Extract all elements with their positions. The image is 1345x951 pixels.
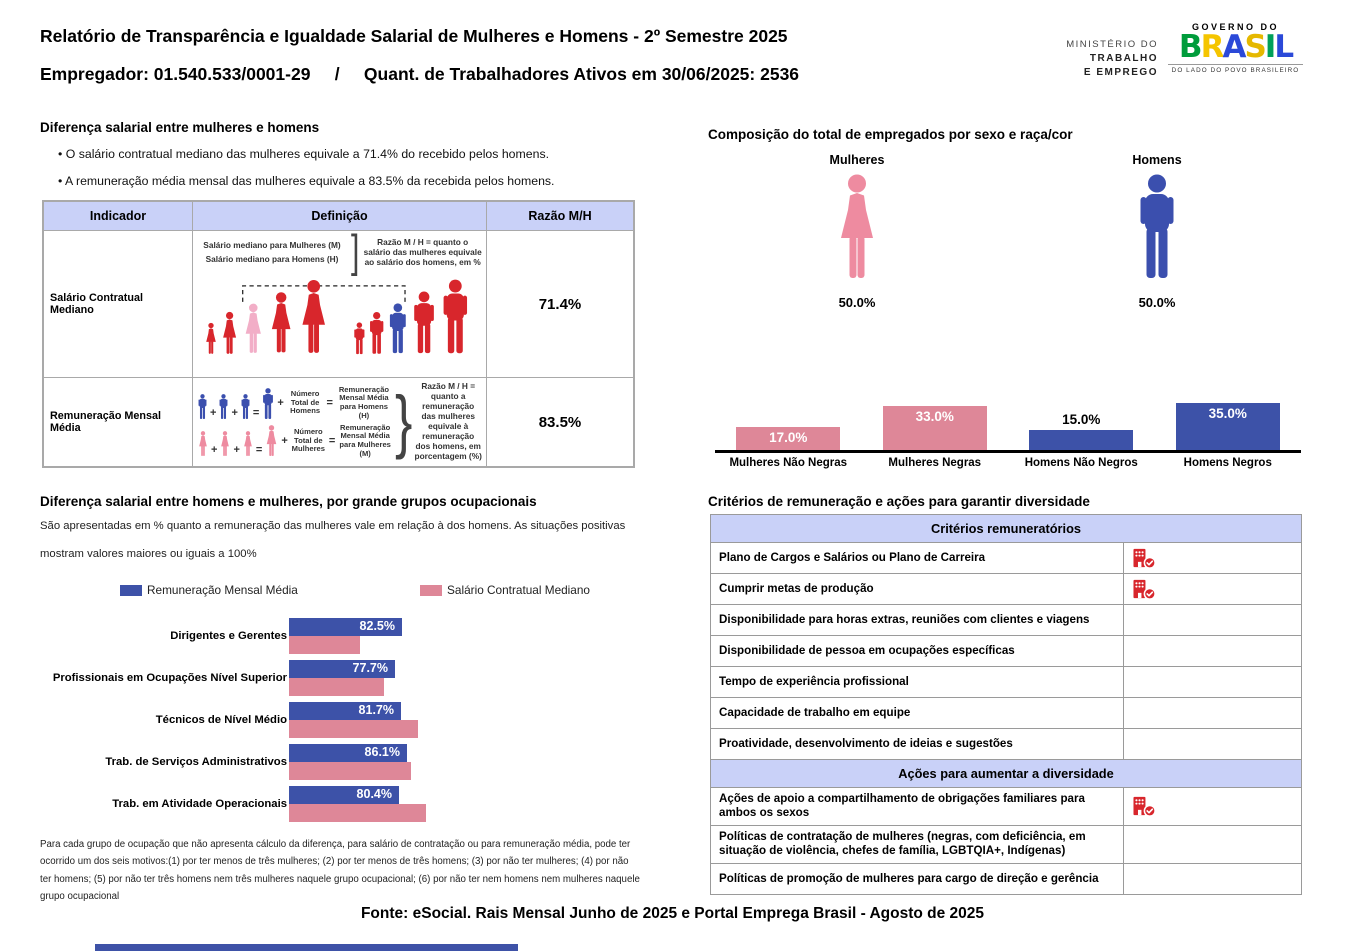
hbar-blue xyxy=(289,786,399,804)
building-check-icon xyxy=(1132,547,1157,570)
definition-cell xyxy=(192,378,487,466)
bar xyxy=(883,406,987,450)
criteria-status-cell xyxy=(1124,729,1301,759)
indicator-table xyxy=(42,200,635,468)
mulheres-share: 50.0% xyxy=(838,295,876,310)
hbar-pair xyxy=(289,660,642,696)
hbar-category-label: Trab. de Serviços Administrativos xyxy=(105,756,287,768)
criteria-row xyxy=(711,826,1301,864)
legend-label: Salário Contratual Mediano xyxy=(447,583,590,597)
building-check-icon xyxy=(1132,578,1157,601)
bar-category-label: Homens Negros xyxy=(1183,457,1272,469)
criteria-table xyxy=(710,514,1302,895)
occupational-footnote: Para cada grupo de ocupação que não apresenta cálculo da diferença, para salário de contratação ou para remuneração média, pode ter ocorrido um dos seis motivos:(1) por ter menos de três mulheres; (2) por ter menos de três homens; (3) por não ter mulheres; (4) por não ter homens; (5) por não ter três homens nem três mulheres naquele grupo ocupacional; (6) por não ter nem homens nem mulheres naquele grupo ocupacional xyxy=(40,839,640,902)
ministry-line3: E EMPREGO xyxy=(1083,67,1158,79)
ministry-line2: TRABALHO xyxy=(1089,52,1158,64)
female-icon xyxy=(833,172,881,280)
bar-group xyxy=(1155,403,1302,450)
col-razao: Razão M/H xyxy=(528,209,592,223)
male-icon xyxy=(1135,172,1179,280)
brand-letter: B xyxy=(1178,29,1201,65)
hbar-pair xyxy=(289,786,642,822)
occupational-desc-1: São apresentadas em % quanto a remuneração das mulheres vale em relação à dos homens. As situações positivas xyxy=(40,520,626,532)
bar-value-label: 15.0% xyxy=(1062,412,1101,427)
criteria-status-cell xyxy=(1124,788,1301,825)
criteria-label: Plano de Cargos e Salários ou Plano de Carreira xyxy=(711,543,1124,573)
legend-item-salario xyxy=(420,583,590,597)
bar-group xyxy=(1008,412,1155,450)
brand-letter: L xyxy=(1274,29,1293,65)
criteria-row xyxy=(711,636,1301,667)
indicator-name: Salário Contratual Mediano xyxy=(50,292,143,316)
men-count-label: Número Total de Homens xyxy=(290,388,321,416)
equals-sign: = xyxy=(328,434,336,447)
chart-legend xyxy=(120,583,590,597)
hbar-pair xyxy=(289,618,642,654)
criteria-row xyxy=(711,543,1301,574)
men-average-formula xyxy=(197,386,393,421)
legend-item-remuneracao xyxy=(120,583,298,597)
median-ratio-note: Razão M / H = quanto o salário das mulheres equivale ao salário dos homens, em % xyxy=(363,237,482,267)
criteria-label: Tempo de experiência profissional xyxy=(711,667,1124,697)
hbar-group xyxy=(42,786,642,822)
median-people-illustration xyxy=(198,274,481,356)
homens-share: 50.0% xyxy=(1138,295,1176,310)
hbar-value-label: 81.7% xyxy=(358,703,394,717)
diversity-actions-header: Ações para aumentar a diversidade xyxy=(711,759,1301,788)
men-figures-icon: + + = xyxy=(197,388,275,419)
criteria-status-cell xyxy=(1124,636,1301,666)
indicator-name: Remuneração Mensal Média xyxy=(50,410,162,434)
hbar-pink xyxy=(289,804,426,822)
employer-line: Empregador: 01.540.533/0001-29 / Quant. de Trabalhadores Ativos em 30/06/2025: 2536 xyxy=(40,64,800,84)
hbar-category-label: Dirigentes e Gerentes xyxy=(170,630,287,642)
source-line: Fonte: eSocial. Rais Mensal Junho de 2025 e Portal Emprega Brasil - Agosto de 2025 xyxy=(360,905,985,922)
criteria-status-cell xyxy=(1124,698,1301,728)
criteria-row xyxy=(711,667,1301,698)
criteria-label: Ações de apoio a compartilhamento de obrigações familiares para ambos os sexos xyxy=(711,788,1124,825)
criteria-status-cell xyxy=(1124,826,1301,863)
bar xyxy=(1176,403,1280,450)
criteria-status-cell xyxy=(1124,605,1301,635)
bar-value-label: 17.0% xyxy=(769,430,808,445)
occupational-desc-2: mostram valores maiores ou iguais a 100% xyxy=(40,548,257,560)
criteria-label: Proatividade, desenvolvimento de ideias e sugestões xyxy=(711,729,1124,759)
women-count-label: Número Total de Mulheres xyxy=(291,426,325,454)
criteria-label: Cumprir metas de produção xyxy=(711,574,1124,604)
bullet-median: • O salário contratual mediano das mulheres equivale a 71.4% do recebido pelos homens. xyxy=(58,147,550,161)
brand-letter: I xyxy=(1264,29,1275,65)
bottom-blue-strip xyxy=(95,944,518,951)
ministry-logo xyxy=(1048,38,1158,81)
col-indicador: Indicador xyxy=(89,209,147,223)
hbar-category-label: Técnicos de Nível Médio xyxy=(155,714,287,726)
brand-letter: S xyxy=(1244,29,1265,65)
plus-sign: + xyxy=(277,397,284,410)
bar xyxy=(736,427,840,450)
brasil-wordmark xyxy=(1168,29,1303,65)
table-row xyxy=(44,378,633,466)
hbar-pink xyxy=(289,720,418,738)
bracket-glyph: ] xyxy=(351,227,360,277)
women-average-formula xyxy=(197,424,393,459)
hbar-blue xyxy=(289,702,401,720)
bar-group xyxy=(862,406,1009,450)
definition-cell xyxy=(192,227,487,377)
criteria-row xyxy=(711,698,1301,729)
hbar-group xyxy=(42,744,642,780)
salary-gap-title: Diferença salarial entre mulheres e homens xyxy=(40,120,320,135)
legend-label: Remuneração Mensal Média xyxy=(147,583,298,597)
ministry-line1: MINISTÉRIO DO xyxy=(1066,39,1158,50)
page-title: Relatório de Transparência e Igualdade Salarial de Mulheres e Homens - 2º Semestre 2025 xyxy=(40,26,788,46)
criteria-label: Políticas de promoção de mulheres para cargo de direção e gerência xyxy=(711,864,1124,894)
bar xyxy=(1029,430,1133,450)
hbar-category-label: Profissionais em Ocupações Nível Superior xyxy=(52,672,287,684)
hbar-group xyxy=(42,702,642,738)
median-men-label: Salário mediano para Homens (H) xyxy=(205,254,339,264)
bar-category-label: Mulheres Não Negras xyxy=(729,457,848,469)
col-definicao: Definição xyxy=(192,202,487,230)
bar-value-label: 35.0% xyxy=(1208,406,1247,421)
criteria-row xyxy=(711,605,1301,636)
table-row xyxy=(44,227,633,378)
hbar-group xyxy=(42,618,642,654)
hbar-pair xyxy=(289,702,642,738)
criteria-status-cell xyxy=(1124,864,1301,894)
criteria-row xyxy=(711,729,1301,759)
criteria-title: Critérios de remuneração e ações para garantir diversidade xyxy=(708,494,1090,509)
women-result-label: Remuneração Mensal Média para Mulheres (M) xyxy=(339,422,391,458)
hbar-blue xyxy=(289,618,402,636)
criteria-row xyxy=(711,788,1301,826)
criteria-label: Disponibilidade de pessoa em ocupações específicas xyxy=(711,636,1124,666)
composition-bar-chart xyxy=(715,392,1301,469)
governo-do-label: GOVERNO DO xyxy=(1191,22,1279,32)
hbar-pink xyxy=(289,678,384,696)
brace-glyph: } xyxy=(395,382,413,462)
homens-label: Homens xyxy=(1132,153,1182,167)
bar-category-label: Mulheres Negras xyxy=(888,457,982,469)
hbar-group xyxy=(42,660,642,696)
bar-category-label: Homens Não Negros xyxy=(1024,457,1138,469)
criteria-row xyxy=(711,864,1301,894)
mean-ratio-note: Razão M / H = quanto a remuneração das mulheres equivale à remuneração dos homens, em porcentagem (%) xyxy=(414,381,482,461)
mulheres-label: Mulheres xyxy=(829,153,885,167)
criteria-row xyxy=(711,574,1301,605)
brand-letter: R xyxy=(1200,29,1223,65)
hbar-category-label: Trab. em Atividade Operacionais xyxy=(112,798,287,810)
gov-tagline: DO LADO DO POVO BRASILEIRO xyxy=(1168,64,1303,74)
criteria-label: Políticas de contratação de mulheres (negras, com deficiência, em situação de violência, chefes de família, LGBTQIA+, Indígenas) xyxy=(711,826,1124,863)
brand-letter: A xyxy=(1222,29,1245,65)
equals-sign: = xyxy=(326,397,333,410)
hbar-pink xyxy=(289,636,360,654)
hbar-value-label: 77.7% xyxy=(352,661,388,675)
governo-do-brasil-logo xyxy=(1168,22,1303,74)
median-women-label: Salário mediano para Mulheres (M) xyxy=(203,240,341,251)
hbar-pink xyxy=(289,762,411,780)
ratio-value: 71.4% xyxy=(538,295,582,313)
criteria-label: Capacidade de trabalho em equipe xyxy=(711,698,1124,728)
building-check-icon xyxy=(1132,795,1157,818)
bar-group xyxy=(715,427,862,450)
hbar-pair xyxy=(289,744,642,780)
men-result-label: Remuneração Mensal Média para Homens (H) xyxy=(338,384,390,420)
women-figures-icon: + + = xyxy=(197,425,279,456)
composition-title: Composição do total de empregados por sexo e raça/cor xyxy=(708,127,1073,142)
remuneration-criteria-header: Critérios remuneratórios xyxy=(711,515,1301,543)
criteria-status-cell xyxy=(1124,667,1301,697)
indicator-table-header xyxy=(44,202,633,231)
bar-value-label: 33.0% xyxy=(915,409,954,424)
ratio-value: 83.5% xyxy=(538,413,582,431)
criteria-label: Disponibilidade para horas extras, reuniões com clientes e viagens xyxy=(711,605,1124,635)
hbar-value-label: 80.4% xyxy=(356,787,392,801)
hbar-blue xyxy=(289,744,407,762)
hbar-value-label: 86.1% xyxy=(364,745,400,759)
hbar-value-label: 82.5% xyxy=(359,619,395,633)
hbar-blue xyxy=(289,660,395,678)
bullet-mean: • A remuneração média mensal das mulheres equivale a 83.5% da recebida pelos homens. xyxy=(58,174,555,188)
criteria-status-cell xyxy=(1124,543,1301,573)
criteria-status-cell xyxy=(1124,574,1301,604)
blue-swatch-icon xyxy=(120,585,142,596)
occupational-bar-chart xyxy=(42,618,642,828)
occupational-title: Diferença salarial entre homens e mulheres, por grande grupos ocupacionais xyxy=(40,494,537,509)
plus-sign: + xyxy=(281,434,288,447)
pink-swatch-icon xyxy=(420,585,442,596)
